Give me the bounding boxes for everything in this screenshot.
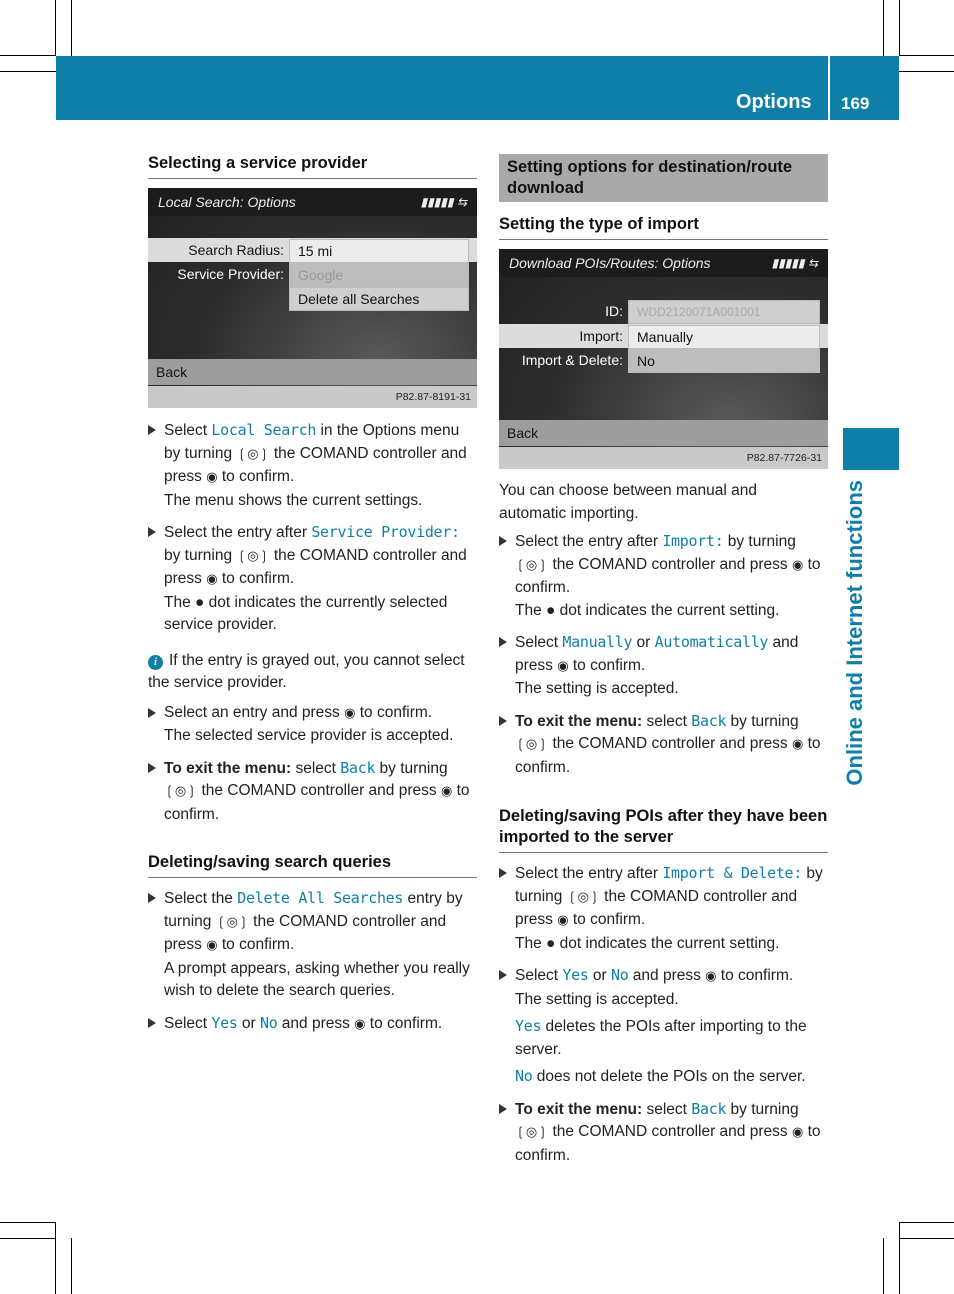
menu-term: Yes	[562, 966, 589, 984]
chapter-title	[842, 480, 872, 804]
step-arrow-icon	[148, 893, 156, 903]
crop-mark	[899, 1222, 954, 1223]
crop-mark	[883, 0, 884, 56]
result-text: A prompt appears, asking whether you really wish to delete the search queries.	[164, 959, 470, 999]
menu-term: Back	[691, 1099, 727, 1118]
menu-term: Yes	[211, 1013, 238, 1032]
press-controller-icon: ◉	[705, 969, 717, 984]
menu-term: Yes	[515, 1017, 542, 1035]
back-bar: Back	[499, 420, 828, 446]
signal-icon: ▮▮▮▮▮ ⇆	[771, 256, 818, 270]
press-controller-icon: ◉	[344, 705, 356, 721]
press-controller-icon: ◉	[557, 658, 569, 674]
press-controller-icon: ◉	[206, 470, 218, 485]
crop-mark	[0, 1222, 56, 1223]
menu-term: No	[611, 966, 629, 984]
instruction-step: Select Local Search in the Options menu by turning ❲◎❳ the COMAND controller and press ◉ to confirm. The menu shows the current settings.	[148, 419, 477, 512]
menu-value-grayed: Google	[289, 263, 469, 287]
press-controller-icon: ◉	[440, 784, 453, 799]
menu-value: Manually	[628, 325, 820, 349]
crop-mark	[55, 1222, 56, 1294]
menu-label: Import & Delete:	[521, 352, 623, 368]
result-text: The menu shows the current settings.	[164, 491, 423, 509]
menu-value: Delete all Searches	[289, 287, 469, 311]
crop-mark	[899, 0, 900, 56]
result-text: The ● dot indicates the currently selected service provider.	[164, 593, 448, 633]
step-arrow-icon	[148, 708, 156, 718]
section-banner: Setting options for destination/route download	[499, 154, 828, 202]
menu-value: 15 mi	[289, 239, 469, 263]
menu-term: Manually	[562, 633, 633, 651]
instruction-step: Select the entry after Import & Delete: by turning ❲◎❳ the COMAND controller and press ◉ to confirm. The ● dot indicates the current setting.	[499, 862, 828, 955]
menu-term: Import & Delete:	[662, 864, 803, 882]
menu-term: Local Search	[211, 421, 317, 439]
press-controller-icon: ◉	[791, 1125, 804, 1140]
step-arrow-icon	[148, 763, 156, 773]
instruction-step: Select Yes or No and press ◉ to confirm.	[148, 1012, 477, 1037]
screen-title: Local Search: Options	[158, 194, 296, 210]
signal-icon: ▮▮▮▮▮ ⇆	[420, 195, 467, 209]
result-text: The setting is accepted.	[515, 990, 679, 1008]
menu-term: Back	[691, 711, 727, 730]
turn-controller-icon: ❲◎❳	[515, 737, 549, 752]
menu-label: Import:	[579, 328, 623, 344]
menu-term: No	[515, 1067, 533, 1085]
turn-controller-icon: ❲◎❳	[566, 889, 600, 905]
step-arrow-icon	[148, 1018, 156, 1028]
screen-title: Download POIs/Routes: Options	[509, 255, 711, 271]
right-column	[499, 154, 828, 1167]
crop-mark	[899, 1238, 954, 1239]
step-arrow-icon	[499, 637, 507, 647]
press-controller-icon: ◉	[791, 737, 804, 752]
menu-label: ID:	[605, 303, 623, 319]
crop-mark	[71, 0, 72, 56]
header-divider	[828, 56, 830, 120]
turn-controller-icon: ❲◎❳	[164, 784, 198, 799]
turn-controller-icon: ❲◎❳	[215, 914, 249, 930]
crop-mark	[899, 71, 954, 72]
result-text: The selected service provider is accepted.	[164, 727, 454, 744]
crop-mark	[71, 1238, 72, 1294]
left-column	[148, 153, 477, 1036]
menu-term: Delete All Searches	[237, 889, 404, 907]
press-controller-icon: ◉	[354, 1016, 366, 1032]
menu-label: Service Provider:	[177, 266, 284, 282]
crop-mark	[883, 1238, 884, 1294]
step-arrow-icon	[499, 1104, 507, 1114]
section-heading: Deleting/saving search queries	[148, 852, 477, 878]
menu-label: Search Radius:	[188, 242, 284, 258]
instruction-step: Select the Delete All Searches entry by turning ❲◎❳ the COMAND controller and press ◉ to confirm. A prompt appears, asking whether you really wish to delete the search queries.	[148, 887, 477, 1003]
instruction-step: To exit the menu: select Back by turning ❲◎❳ the COMAND controller and press ◉ to confirm.	[148, 757, 477, 827]
menu-term: Automatically	[654, 633, 769, 651]
instruction-step: Select an entry and press ◉ to confirm. The selected service provider is accepted.	[148, 702, 477, 748]
menu-value: No	[628, 349, 820, 373]
step-arrow-icon	[499, 970, 507, 980]
screenshot-local-search-options	[148, 188, 477, 408]
crop-mark	[0, 55, 56, 56]
intro-text: You can choose between manual and automatic importing.	[499, 482, 757, 522]
screen-title-bar	[148, 188, 477, 216]
turn-controller-icon: ❲◎❳	[236, 446, 270, 462]
result-text: The setting is accepted.	[515, 680, 679, 697]
result-text: No does not delete the POIs on the server.	[515, 1067, 806, 1085]
page-number: 169	[841, 94, 870, 113]
step-arrow-icon	[499, 716, 507, 726]
result-text: The ● dot indicates the current setting.	[515, 601, 780, 619]
section-heading: Setting the type of import	[499, 214, 828, 240]
header-title: Options	[736, 91, 812, 113]
step-arrow-icon	[499, 868, 507, 878]
menu-value-grayed: WDD2120071A001001	[628, 300, 820, 324]
turn-controller-icon: ❲◎❳	[515, 557, 549, 573]
info-icon: i	[148, 655, 163, 670]
step-arrow-icon	[499, 536, 507, 546]
crop-mark	[0, 1238, 56, 1239]
screenshot-download-pois-options	[499, 249, 828, 469]
crop-mark	[899, 1222, 900, 1294]
menu-term: No	[260, 1013, 278, 1032]
instruction-step: Select the entry after Service Provider: by turning ❲◎❳ the COMAND controller and press ◉ to confirm. The ● dot indicates the currently selected service provider.	[148, 521, 477, 637]
instruction-step: To exit the menu: select Back by turning ❲◎❳ the COMAND controller and press ◉ to confirm.	[499, 1098, 828, 1168]
menu-term: Back	[340, 758, 376, 777]
menu-term: Import:	[662, 532, 724, 550]
menu-term: Service Provider:	[311, 523, 460, 541]
crop-mark	[55, 0, 56, 56]
chapter-tab	[843, 428, 899, 470]
press-controller-icon: ◉	[206, 938, 218, 953]
instruction-step: Select the entry after Import: by turning ❲◎❳ the COMAND controller and press ◉ to confirm. The ● dot indicates the current setting.	[499, 530, 828, 622]
figure-reference: P82.87-7726-31	[499, 447, 828, 469]
crop-mark	[899, 55, 954, 56]
section-heading: Deleting/saving POIs after they have been imported to the server	[499, 806, 828, 853]
press-controller-icon: ◉	[206, 572, 218, 587]
result-text: Yes deletes the POIs after importing to the server.	[515, 1017, 807, 1058]
step-arrow-icon	[148, 527, 156, 537]
info-note: i If the entry is grayed out, you cannot select the service provider.	[148, 651, 465, 691]
screen-title-bar	[499, 249, 828, 277]
instruction-step: To exit the menu: select Back by turning ❲◎❳ the COMAND controller and press ◉ to confirm.	[499, 710, 828, 780]
instruction-step: Select Manually or Automatically and press ◉ to confirm. The setting is accepted.	[499, 631, 828, 701]
section-heading: Selecting a service provider	[148, 153, 477, 179]
press-controller-icon: ◉	[557, 913, 569, 928]
back-bar: Back	[148, 359, 477, 385]
turn-controller-icon: ❲◎❳	[515, 1125, 549, 1140]
figure-reference: P82.87-8191-31	[148, 386, 477, 408]
chapter-title-text: Online and Internet functions	[842, 480, 867, 786]
page-header	[56, 56, 899, 120]
press-controller-icon: ◉	[791, 557, 804, 573]
turn-controller-icon: ❲◎❳	[236, 548, 270, 564]
step-arrow-icon	[148, 425, 156, 435]
result-text: The ● dot indicates the current setting.	[515, 934, 780, 952]
crop-mark	[0, 71, 56, 72]
instruction-step: Select Yes or No and press ◉ to confirm. The setting is accepted. Yes deletes the POIs after importing to the server. No does not delete the POIs on the server.	[499, 964, 828, 1089]
